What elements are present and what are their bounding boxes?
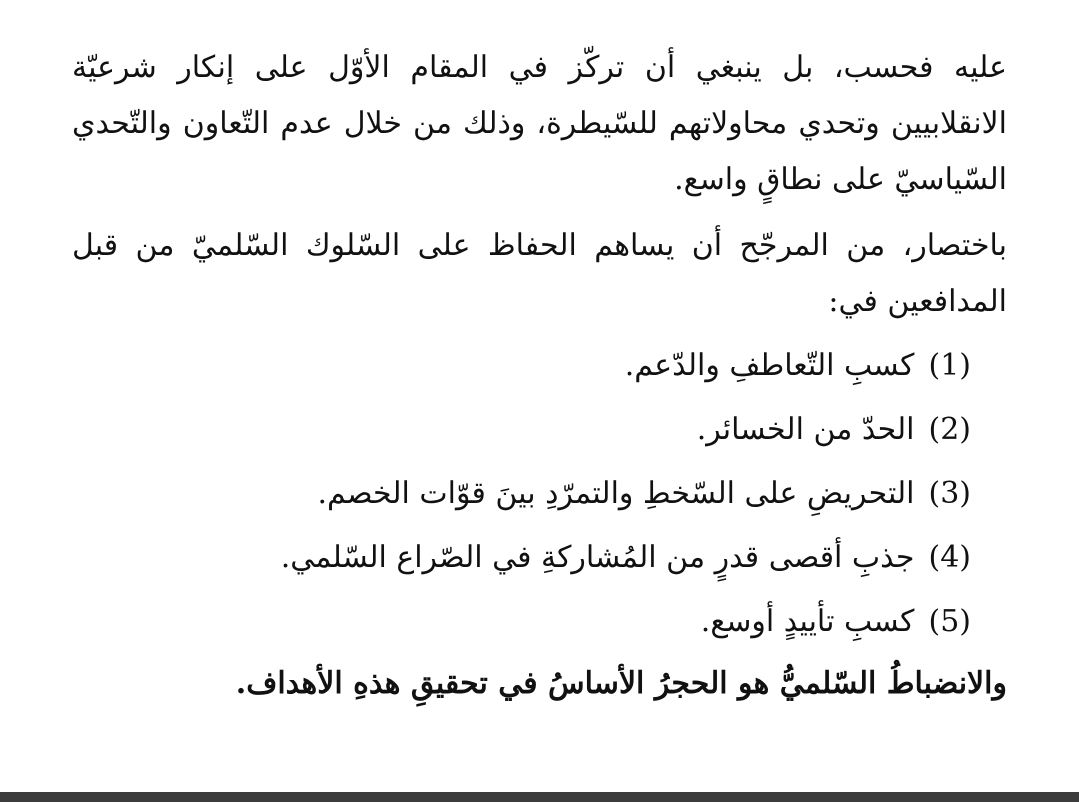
conclusion-statement: والانضباطُ السّلميُّ هو الحجرُ الأساسُ في تحقيقِ هذهِ الأهداف. <box>235 666 1007 701</box>
paragraph-2: باختصار، من المرجّح أن يساهم الحفاظ على السّلوك السّلميّ من قبل المدافعين في: <box>72 228 1007 319</box>
list-item-text: كسبِ تأييدٍ أوسع. <box>700 604 915 639</box>
list-item-number: (2) <box>928 412 971 447</box>
document-body <box>72 40 1007 714</box>
list-item <box>72 590 1007 654</box>
list-item-number: (1) <box>928 348 971 383</box>
list-item-text: التحريضِ على السّخطِ والتمرّدِ بينَ قوّات الخصم. <box>317 476 915 511</box>
numbered-list <box>72 334 1007 654</box>
list-item <box>72 462 1007 526</box>
list-item-number: (3) <box>928 476 971 511</box>
list-item-number: (4) <box>928 540 971 575</box>
list-item <box>72 334 1007 398</box>
list-item-number: (5) <box>928 604 971 639</box>
paragraph-1: عليه فحسب، بل ينبغي أن تركّز في المقام الأوّل على إنكار شرعيّة الانقلابيين وتحدي محاولاتهم للسّيطرة، وذلك من خلال عدم التّعاون والتّحدي السّياسيّ على نطاقٍ واسع. <box>72 50 1007 197</box>
bottom-divider-bar <box>0 792 1079 802</box>
list-item <box>72 398 1007 462</box>
list-item-text: كسبِ التّعاطفِ والدّعم. <box>624 348 915 383</box>
list-item-text: الحدّ من الخسائر. <box>696 412 915 447</box>
list-item-text: جذبِ أقصى قدرٍ من المُشاركةِ في الصّراع السّلمي. <box>280 540 915 575</box>
list-item <box>72 526 1007 590</box>
